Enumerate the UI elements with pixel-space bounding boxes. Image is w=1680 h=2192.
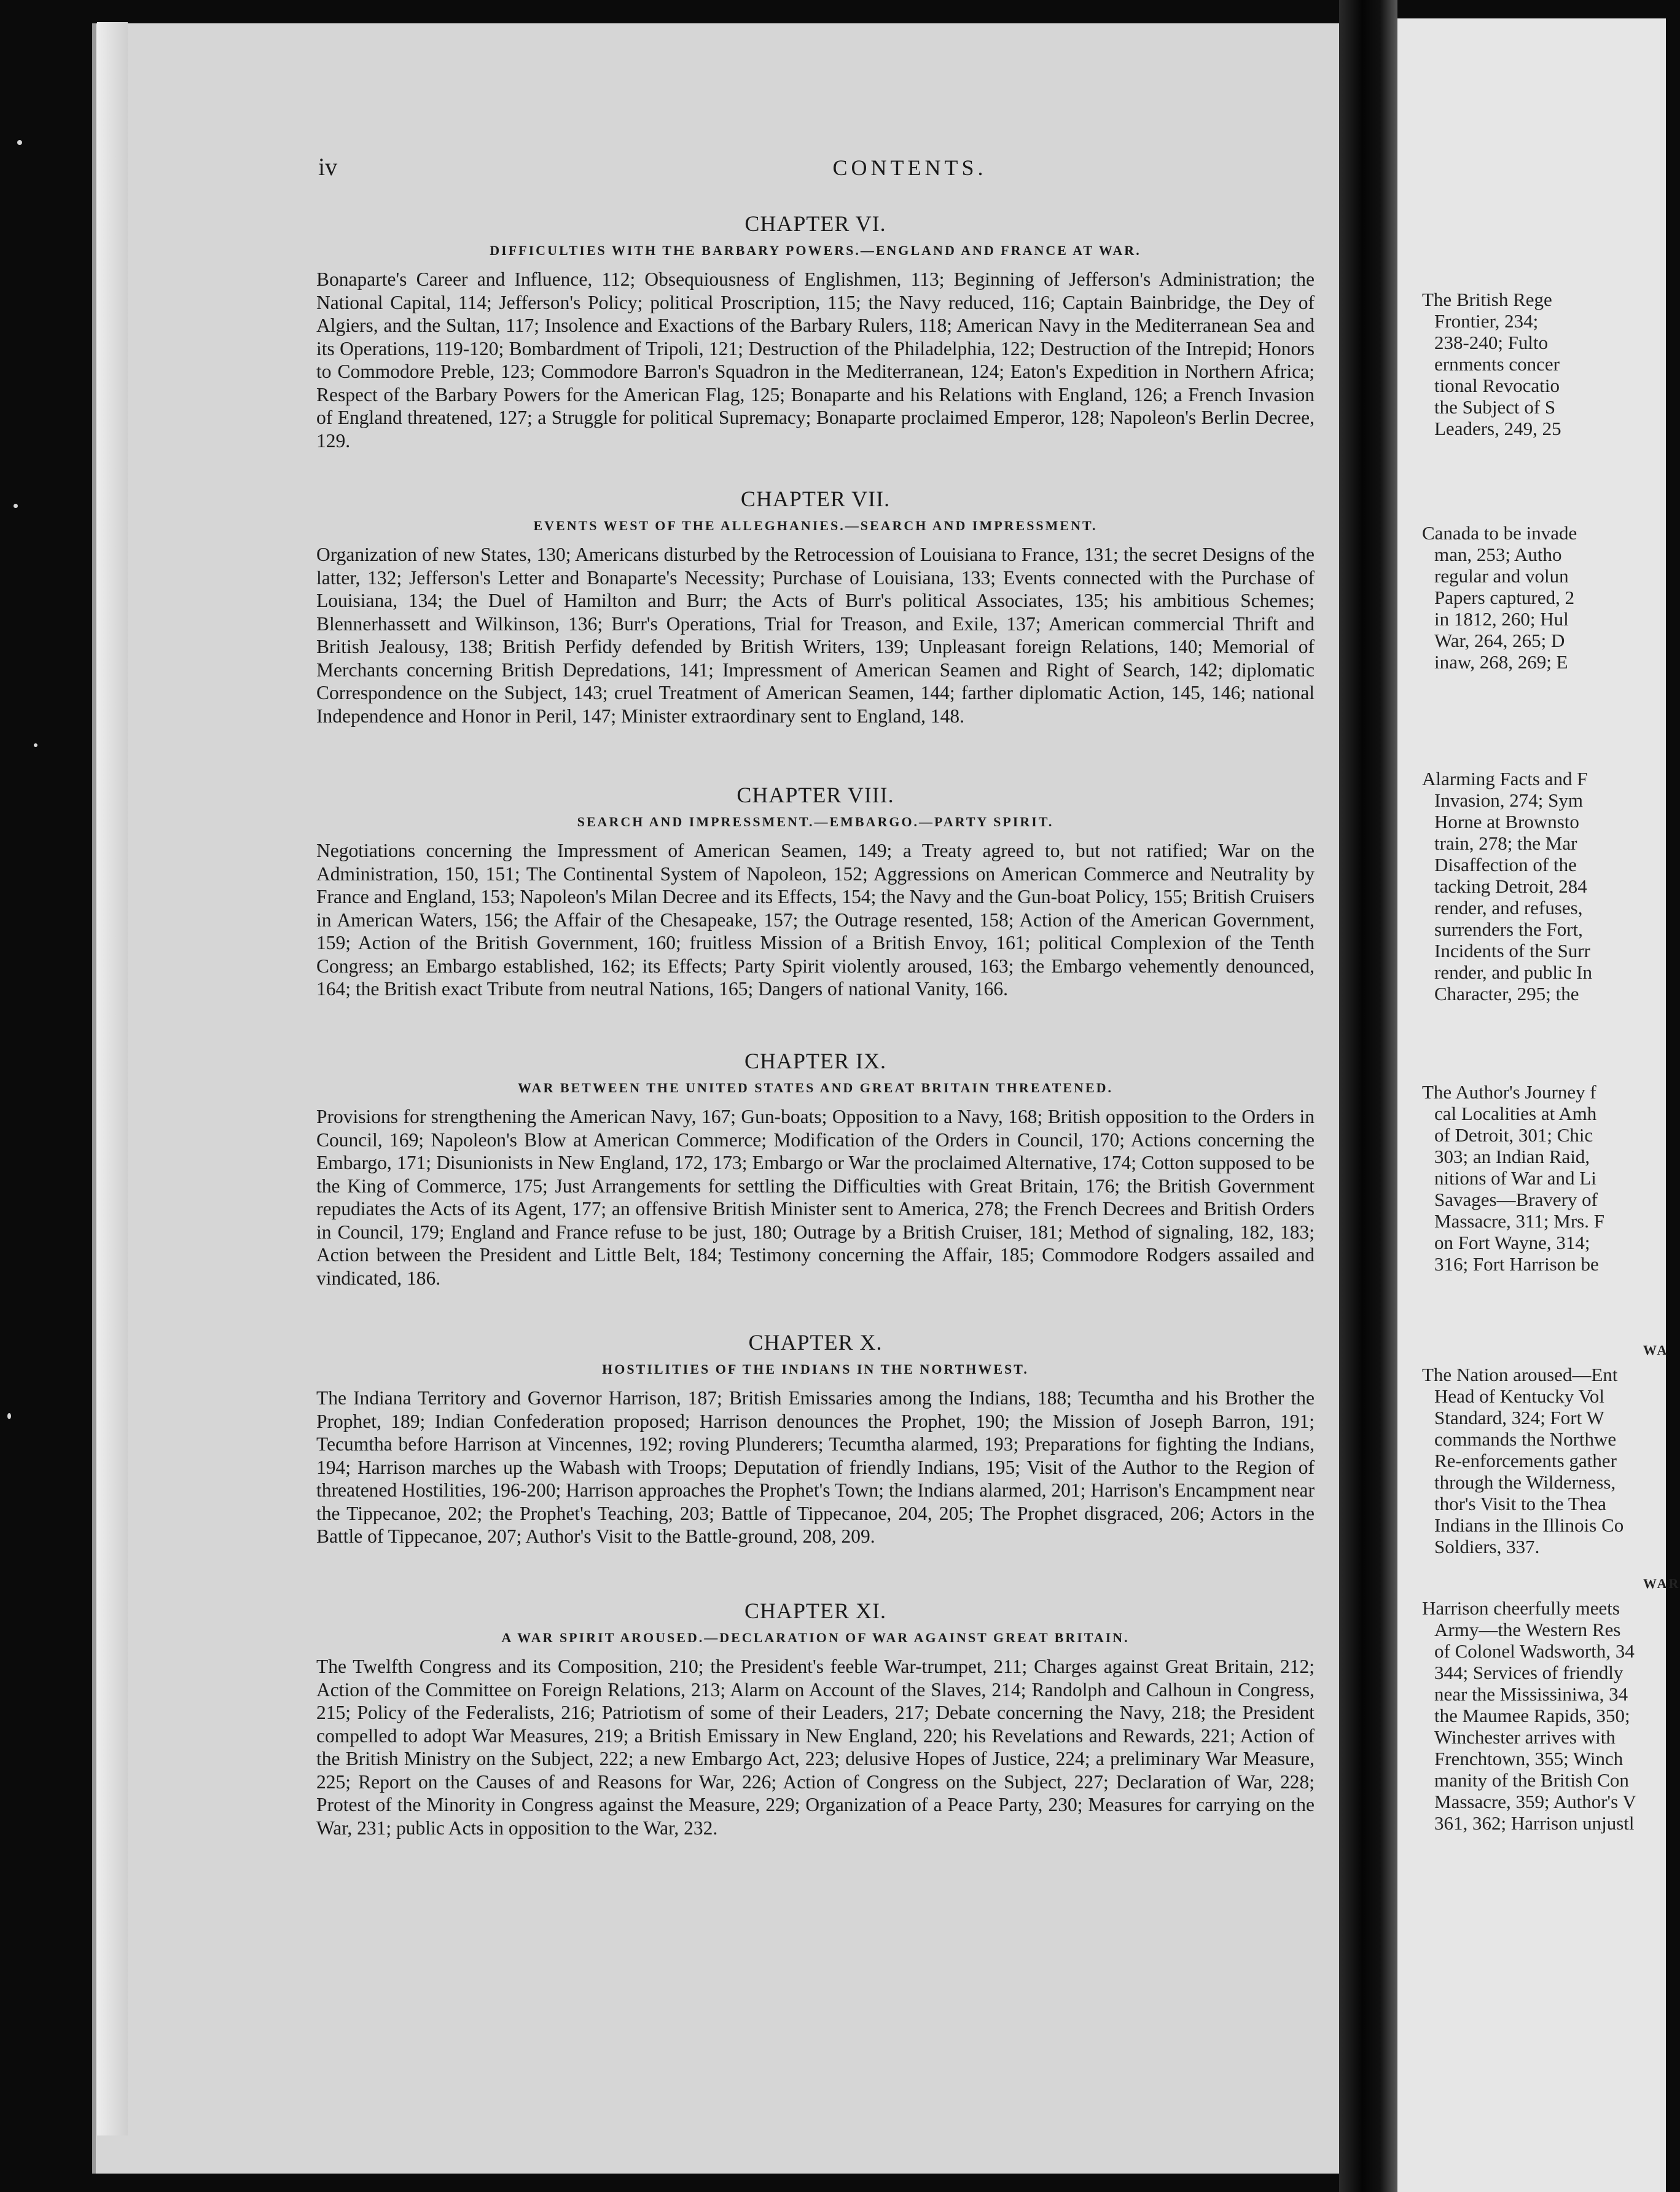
facing-page-text-fragment: Soldiers, 337. <box>1434 1536 1540 1557</box>
facing-page-text-fragment: nitions of War and Li <box>1434 1167 1596 1189</box>
facing-page-text-fragment: man, 253; Autho <box>1434 544 1562 565</box>
book-gutter <box>1339 0 1397 2192</box>
facing-page-text-fragment: 361, 362; Harrison unjustl <box>1434 1812 1635 1834</box>
page-number: iv <box>318 153 338 181</box>
page-edge <box>97 22 128 2135</box>
chapter-xi <box>316 1597 1315 1839</box>
facing-page-text-fragment: Army—the Western Res <box>1434 1619 1621 1640</box>
speck <box>14 504 18 508</box>
facing-page-text-fragment: Incidents of the Surr <box>1434 940 1590 961</box>
speck <box>34 743 37 747</box>
facing-page-text-fragment: The British Rege <box>1422 289 1552 310</box>
facing-page-text-fragment: ernments concer <box>1434 353 1560 375</box>
facing-page-text-fragment: train, 278; the Mar <box>1434 832 1577 854</box>
chapter-title: CHAPTER VIII. <box>736 783 894 807</box>
facing-page-text-fragment: tacking Detroit, 284 <box>1434 875 1587 897</box>
facing-page-text-fragment: 303; an Indian Raid, <box>1434 1146 1590 1167</box>
chapter-subtitle: A WAR SPIRIT AROUSED.—DECLARATION OF WAR AGAINST GREAT BRITAIN. <box>501 1630 1130 1645</box>
facing-page-text-fragment: Invasion, 274; Sym <box>1434 789 1583 811</box>
speck <box>7 1413 11 1419</box>
facing-page-text-fragment: Papers captured, 2 <box>1434 587 1575 608</box>
facing-page-text-fragment: Standard, 324; Fort W <box>1434 1407 1604 1428</box>
chapter-vii <box>316 485 1315 727</box>
chapter-subtitle: WAR BETWEEN THE UNITED STATES AND GREAT BRITAIN THREATENED. <box>518 1080 1113 1095</box>
chapter-ix <box>316 1047 1315 1290</box>
facing-page-text-fragment: Canada to be invade <box>1422 522 1577 544</box>
facing-page-text-fragment: the Subject of S <box>1434 396 1556 418</box>
facing-page-text-fragment: Disaffection of the <box>1434 854 1577 875</box>
speck <box>17 140 22 145</box>
facing-page-text-fragment: 238-240; Fulto <box>1434 332 1549 353</box>
facing-page-text-fragment: 344; Services of friendly <box>1434 1662 1623 1683</box>
facing-page-text-fragment: Massacre, 311; Mrs. F <box>1434 1210 1604 1232</box>
facing-page-text-fragment: regular and volun <box>1434 565 1569 587</box>
chapter-contents: The Twelfth Congress and its Composition, 210; the President's feeble War-trumpet, 211; Charges against Great Britain, 212; Action of the Committee on Foreign Relations, 213; Alarm on Account of the Slaves, 214; Randolph and Calhoun in Congress, 215; Policy of the Federalists, 216; Patriotism of some of their Leaders, 217; Debate concerning the Navy, 218; the President compelled to adopt War Measures, 219; a British Emissary in New England, 220; his Revelations and Rewards, 221; Action of the British Ministry on the Subject, 222; a new Embargo Act, 223; delusive Hopes of Justice, 224; a preliminary War Measure, 225; Report on the Causes of and Reasons for War, 226; Action of Congress on the Subject, 227; Declaration of War, 228; Protest of the Minority in Congress against the Measure, 229; Organization of a Peace Party, 230; Measures for carrying on the War, 231; public Acts in opposition to the War, 232. <box>316 1656 1315 1839</box>
chapter-title: CHAPTER XI. <box>744 1599 886 1623</box>
facing-page-text-fragment: Head of Kentucky Vol <box>1434 1385 1604 1407</box>
facing-page-text-fragment: 316; Fort Harrison be <box>1434 1253 1599 1275</box>
facing-page-text-fragment: in 1812, 260; Hul <box>1434 608 1569 630</box>
chapter-title: CHAPTER IX. <box>744 1049 886 1073</box>
chapter-title: CHAPTER VII. <box>740 487 891 511</box>
chapter-contents: Organization of new States, 130; Americans disturbed by the Retrocession of Louisiana to France, 131; the secret Designs of the latter, 132; Jefferson's Letter and Bonaparte's Necessity; Purchase of Louisiana, 133; Events connected with the Purchase of Louisiana, 134; the Duel of Hamilton and Burr; the Acts of Burr's political Associates, 135; his ambitious Schemes; Blennerhassett and Wilkinson, 136; Burr's Operations, Trial for Treason, and Exile, 137; American commercial Thrift and British Jealousy, 138; British Perfidy defended by British Writers, 139; Unpleasant foreign Relations, 140; Memorial of Merchants concerning British Depredations, 141; Impressment of American Seamen and Right of Search, 142; diplomatic Correspondence on the Subject, 143; cruel Treatment of American Seamen, 144; farther diplomatic Action, 145, 146; national Independence and Honor in Peril, 147; Minister extraordinary sent to England, 148. <box>316 544 1315 727</box>
facing-page-text-fragment: The Nation aroused—Ent <box>1422 1364 1618 1385</box>
facing-page-text-fragment: Alarming Facts and F <box>1422 768 1588 789</box>
facing-page-text-fragment: Horne at Brownsto <box>1434 811 1579 832</box>
facing-page-text-fragment: of Detroit, 301; Chic <box>1434 1124 1593 1146</box>
chapter-subtitle: EVENTS WEST OF THE ALLEGHANIES.—SEARCH AND IMPRESSMENT. <box>533 518 1098 533</box>
facing-page-text-fragment: Massacre, 359; Author's V <box>1434 1791 1636 1812</box>
chapter-vi <box>316 210 1315 452</box>
facing-page-text-fragment: render, and refuses, <box>1434 897 1583 918</box>
facing-page-text-fragment: Character, 295; the <box>1434 983 1579 1004</box>
facing-page-heading-fragment: WAR <box>1643 1576 1680 1591</box>
chapter-subtitle: DIFFICULTIES WITH THE BARBARY POWERS.—ENGLAND AND FRANCE AT WAR. <box>490 243 1141 258</box>
facing-page-text-fragment: thor's Visit to the Thea <box>1434 1493 1606 1514</box>
facing-page-text-fragment: War, 264, 265; D <box>1434 630 1565 651</box>
facing-page-text-fragment: Harrison cheerfully meets <box>1422 1597 1620 1619</box>
facing-page-text-fragment: The Author's Journey f <box>1422 1081 1596 1103</box>
facing-page-text-fragment: Savages—Bravery of <box>1434 1189 1598 1210</box>
chapter-title: CHAPTER VI. <box>744 211 886 236</box>
running-head-text: CONTENTS. <box>832 155 987 180</box>
facing-page-text-fragment: Leaders, 249, 25 <box>1434 418 1561 439</box>
chapter-subtitle: SEARCH AND IMPRESSMENT.—EMBARGO.—PARTY SPIRIT. <box>577 814 1054 829</box>
chapter-contents: Provisions for strengthening the American Navy, 167; Gun-boats; Opposition to a Navy, 168; British opposition to the Orders in Council, 169; Napoleon's Blow at American Commerce; Modification of the Orders in Council, 170; Actions concerning the Embargo, 171; Disunionists in New England, 172, 173; Embargo or War the proclaimed Alternative, 174; Cotton supposed to be the King of Commerce, 175; Just Arrangements for settling the Difficulties with Great Britain, 176; the British Government repudiates the Acts of its Agent, 177; an offensive British Minister sent to America, 278; the French Decrees and British Orders in Council, 179; England and France refuse to be just, 180; Outrage by a British Cruiser, 181; Method of signaling, 182, 183; Action between the President and Little Belt, 184; Testimony concerning the Affair, 185; Commodore Rodgers assailed and vindicated, 186. <box>316 1106 1315 1289</box>
chapter-x <box>316 1329 1315 1548</box>
facing-page-text-fragment: of Colonel Wadsworth, 34 <box>1434 1640 1635 1662</box>
facing-page-text-fragment: Re-enforcements gather <box>1434 1450 1617 1471</box>
facing-page-text-fragment: the Maumee Rapids, 350; <box>1434 1705 1630 1726</box>
chapter-subtitle: HOSTILITIES OF THE INDIANS IN THE NORTHWEST. <box>602 1361 1029 1377</box>
facing-page-text-fragment: render, and public In <box>1434 961 1592 983</box>
facing-page-text-fragment: Frontier, 234; <box>1434 310 1539 332</box>
facing-page-text-fragment: manity of the British Con <box>1434 1769 1629 1791</box>
chapter-title: CHAPTER X. <box>748 1330 883 1355</box>
chapter-contents: The Indiana Territory and Governor Harrison, 187; British Emissaries among the Indians, 188; Tecumtha and his Brother the Prophet, 189; Indian Confederation proposed; Harrison denounces the Prophet, 190; the Mission of Joseph Barron, 191; Tecumtha before Harrison at Vincennes, 192; roving Plunderers; Tecumtha alarmed, 193; Preparations for fighting the Indians, 194; Harrison marches up the Wabash with Troops; Deputation of friendly Indians, 195; Visit of the Author to the Region of threatened Hostilities, 196-200; Harrison approaches the Prophet's Town; the Indians alarmed, 201; Harrison's Encampment near the Tippecanoe, 202; the Prophet's Teaching, 203; Battle of Tippecanoe, 204, 205; The Prophet disgraced, 206; Actors in the Battle of Tippecanoe, 207; Author's Visit to the Battle-ground, 208, 209. <box>316 1387 1315 1547</box>
chapter-viii <box>316 781 1315 1001</box>
chapter-contents: Bonaparte's Career and Influence, 112; Obsequiousness of Englishmen, 113; Beginning of Jefferson's Administration; the National Capital, 114; Jefferson's Policy; political Proscription, 115; the Navy reduced, 116; Captain Bainbridge, the Dey of Algiers, and the Sultan, 117; Insolence and Exactions of the Barbary Rulers, 118; American Navy in the Mediterranean Sea and its Operations, 119-120; Bombardment of Tripoli, 121; Destruction of the Philadelphia, 122; Destruction of the Intrepid; Honors to Commodore Preble, 123; Commodore Barron's Squadron in the Mediterranean, 124; Eaton's Expedition in Northern Africa; Respect of the Barbary Powers for the American Flag, 125; Bonaparte and his Relations with England, 126; a French Invasion of England threatened, 127; a Struggle for political Supremacy; Bonaparte proclaimed Emperor, 128; Napoleon's Berlin Decree, 129. <box>316 268 1315 452</box>
facing-page-text-fragment: Winchester arrives with <box>1434 1726 1616 1748</box>
facing-page-heading-fragment: WA <box>1643 1342 1669 1358</box>
facing-page-text-fragment: cal Localities at Amh <box>1434 1103 1597 1124</box>
facing-page-text-fragment: inaw, 268, 269; E <box>1434 651 1568 673</box>
facing-page-text-fragment: tional Revocatio <box>1434 375 1560 396</box>
facing-page-text-fragment: on Fort Wayne, 314; <box>1434 1232 1590 1253</box>
facing-page-text-fragment: Indians in the Illinois Co <box>1434 1514 1624 1536</box>
facing-page-text-fragment: through the Wilderness, <box>1434 1471 1616 1493</box>
facing-page-text-fragment: surrenders the Fort, <box>1434 918 1583 940</box>
facing-page-text-fragment: commands the Northwe <box>1434 1428 1617 1450</box>
facing-page-text-fragment: near the Mississiniwa, 34 <box>1434 1683 1628 1705</box>
chapter-contents: Negotiations concerning the Impressment of American Seamen, 149; a Treaty agreed to, but not ratified; War on the Administration, 150, 151; The Continental System of Napoleon, 152; Aggressions on American Commerce and Neutrality by France and England, 153; Napoleon's Milan Decree and its Effects, 154; the Navy and the Gun-boat Policy, 155; British Cruisers in American Waters, 156; the Affair of the Chesapeake, 157; the Outrage resented, 158; Action of the American Government, 159; Action of the British Government, 160; fruitless Mission of a British Envoy, 161; political Complexion of the Tenth Congress; an Embargo established, 162; its Effects; Party Spirit violently aroused, 163; the Embargo vehemently denounced, 164; the British exact Tribute from neutral Nations, 165; Dangers of national Vanity, 166. <box>316 840 1315 1000</box>
facing-page-fragment <box>1397 18 1680 2192</box>
facing-page-text-fragment: Frenchtown, 355; Winch <box>1434 1748 1623 1769</box>
